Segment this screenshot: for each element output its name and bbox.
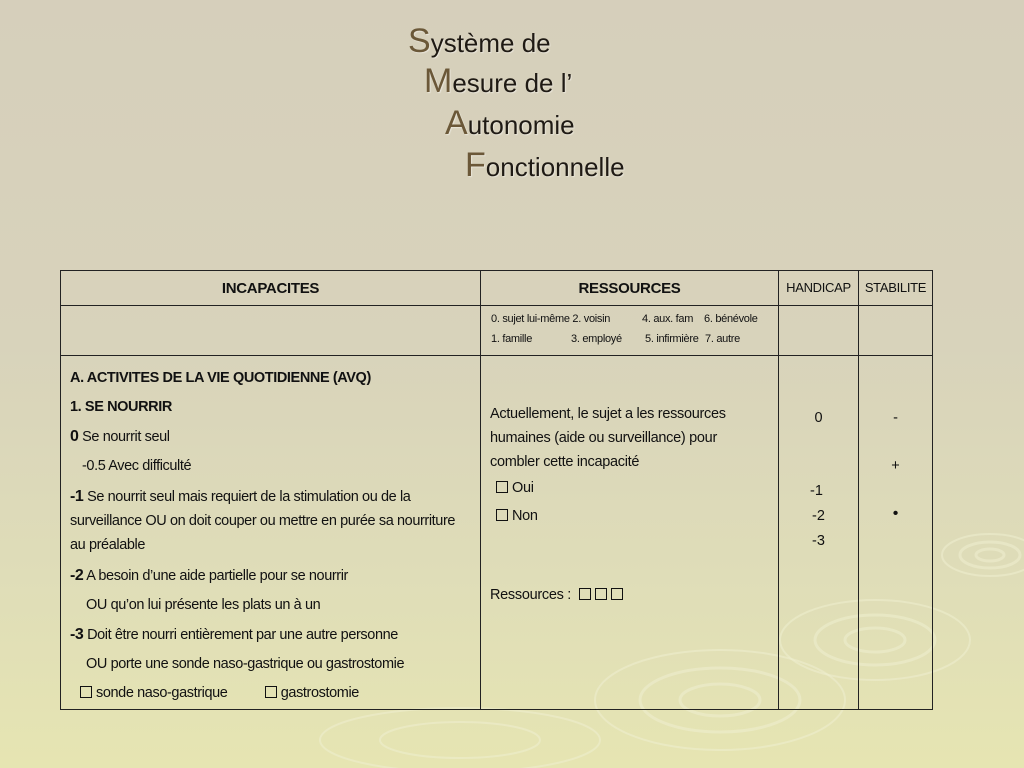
codes-line-2 (491, 329, 778, 349)
codes-empty-cell (61, 306, 481, 356)
header-row (61, 271, 933, 306)
title-text-1: ystème de (430, 28, 551, 58)
sonde-checkbox[interactable] (80, 686, 92, 698)
score-2-text: A besoin d’une aide partielle pour se nourrir (83, 568, 348, 584)
score-0-value: 0 (70, 428, 79, 445)
score-2 (70, 561, 472, 591)
title-line-4 (465, 146, 625, 185)
code-7: 7. autre (705, 333, 740, 345)
header-handicap: HANDICAP (779, 271, 859, 306)
score-3-value: -3 (70, 626, 84, 643)
score-2-value: -2 (70, 567, 84, 584)
title-initial-a: A (445, 104, 468, 142)
score-1-value: -1 (70, 488, 84, 505)
codes-line-1 (491, 309, 778, 329)
code-6: 6. bénévole (704, 313, 758, 325)
non-label: Non (512, 508, 538, 524)
option-non (490, 503, 770, 529)
oui-checkbox[interactable] (496, 481, 508, 493)
item-title: 1. SE NOURRIR (70, 399, 172, 415)
title-line-3 (445, 104, 575, 143)
score-3-alt: OU porte une sonde naso-gastrique ou gastrostomie (86, 656, 405, 672)
ressource-checkbox-2[interactable] (595, 588, 607, 600)
ressources-label: Ressources : (490, 587, 572, 603)
codes-row (61, 306, 933, 356)
resource-codes (481, 306, 779, 356)
score-0-text: Se nourrit seul (78, 429, 170, 445)
title-text-2: esure de l’ (452, 68, 573, 98)
handicap-0: 0 (814, 410, 823, 426)
code-3: 3. employé (571, 333, 622, 345)
section-title: A. ACTIVITES DE LA VIE QUOTIDIENNE (AVQ) (70, 370, 371, 386)
title-initial-m: M (424, 62, 453, 100)
gastrostomie-checkbox[interactable] (265, 686, 277, 698)
option-oui (490, 474, 770, 503)
ressource-checkbox-1[interactable] (579, 588, 591, 600)
ressource-checkbox-3[interactable] (611, 588, 623, 600)
saf-table (60, 270, 933, 710)
stabilite-plus: + (891, 458, 900, 474)
title-text-3: utonomie (467, 110, 575, 140)
stabilite-dot: • (892, 505, 899, 522)
oui-label: Oui (512, 480, 534, 496)
score-1 (70, 485, 472, 557)
header-incapacites: INCAPACITES (61, 271, 481, 306)
ressources-line (490, 587, 770, 603)
codes-empty-stabilite (859, 306, 933, 356)
handicap-cell (779, 356, 859, 710)
title-line-1 (408, 22, 551, 61)
slide-title (0, 0, 1024, 200)
sonde-label: sonde naso-gastrique (96, 685, 228, 701)
title-initial-f: F (465, 146, 486, 184)
title-initial-s: S (408, 22, 431, 60)
score-05: -0.5 Avec difficulté (82, 458, 192, 474)
title-text-4: onctionnelle (485, 152, 625, 182)
score-0 (70, 422, 472, 452)
code-0-2: 0. sujet lui-même 2. voisin (491, 313, 611, 325)
score-3 (70, 620, 472, 650)
feeding-options (70, 679, 472, 708)
ressources-question: Actuellement, le sujet a les ressources humaines (aide ou surveillance) pour combler cette incapacité (490, 406, 726, 470)
gastrostomie-label: gastrostomie (280, 685, 359, 701)
codes-empty-handicap (779, 306, 859, 356)
non-checkbox[interactable] (496, 509, 508, 521)
stabilite-cell (859, 356, 933, 710)
score-1-text: Se nourrit seul mais requiert de la stimulation ou de la surveillance OU on doit couper ou mettre en purée sa nourriture au préalable (70, 489, 456, 553)
header-ressources: RESSOURCES (481, 271, 779, 306)
avq-row (61, 356, 933, 710)
incapacites-cell (61, 356, 481, 710)
score-3-text: Doit être nourri entièrement par une autre personne (83, 627, 398, 643)
code-4: 4. aux. fam (642, 313, 694, 325)
ressources-cell (481, 356, 779, 710)
code-5: 5. infirmière (645, 333, 699, 345)
code-1: 1. famille (491, 333, 533, 345)
title-line-2 (424, 62, 572, 101)
handicap-3: -3 (812, 533, 825, 549)
handicap-2: -2 (812, 508, 825, 524)
header-stabilite: STABILITE (859, 271, 933, 306)
score-2-alt: OU qu’on lui présente les plats un à un (86, 597, 321, 613)
handicap-1: -1 (810, 483, 823, 499)
stabilite-minus: - (893, 410, 898, 426)
